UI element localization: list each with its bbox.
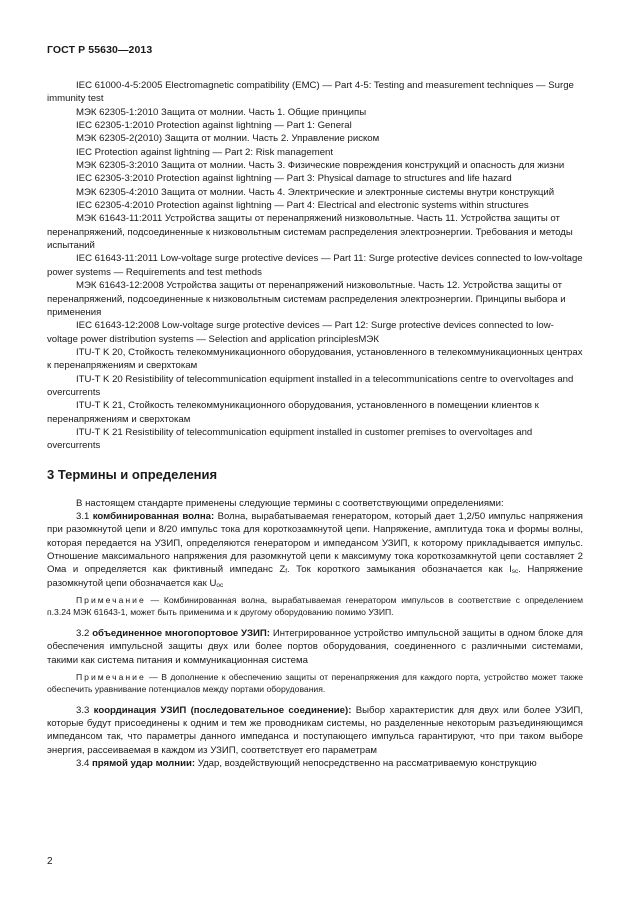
term-name: комбинированная волна:: [92, 510, 215, 522]
term-definition: Волна, вырабатываемая генератором, который дает 1,2/50 импульс напряжения при разомкнутой цепи и 8/20 импульс тока для короткозамкнутой цепи. Напряжение, амплитуда тока и формы волны, которая передается на УЗИП, определяются генератором и импедансом УЗИП, к которому прикладывается импульс. Отношение максимального напряжения для разомкнутой цепи к максимуму тока короткозамкнутой цепи составляет 2 Ома и определяется как фиктивный импеданс Z: [47, 510, 583, 576]
reference-item: ITU-T K 21, Стойкость телекоммуникационного оборудования, установленного в помещении клиентов к перенапряжениям и сверхтокам: [47, 400, 539, 425]
reference-item: IEC 61000-4-5:2005 Electromagnetic compatibility (EMC) — Part 4-5: Testing and measurement techniques — Surge immunity test: [47, 80, 574, 105]
reference-list: [47, 79, 583, 453]
note-text: — В дополнение к обеспечению защиты от перенапряжения для каждого порта, устройство может также обеспечить уравнивание потенциалов между портами оборудования.: [47, 671, 583, 695]
subscript: sc: [511, 568, 519, 576]
reference-item: МЭК 62305-2(2010) Защита от молнии. Часть 2. Управление риском: [76, 133, 380, 145]
reference-item: МЭК 61643-11:2011 Устройства защиты от перенапряжений низковольтные. Часть 11. Устройства защиты от перенапряжений, подсоединенные к низковольтным системам распределения электроэнергии. Требования и методы испытаний: [47, 213, 573, 252]
term-definition: Удар, воздействующий непосредственно на рассматриваемую конструкцию: [195, 758, 537, 770]
reference-item: IEC 62305-4:2010 Protection against lightning — Part 4: Electrical and electronic systems within structures: [76, 200, 529, 212]
term-number: 3.4: [76, 758, 93, 770]
reference-item: IEC 62305-1:2010 Protection against lightning — Part 1: General: [76, 120, 352, 132]
reference-item: IEC Protection against lightning — Part 2: Risk management: [76, 146, 334, 158]
term-number: 3.3: [76, 704, 94, 716]
note-label: Примечание: [76, 595, 146, 606]
note-label: Примечание: [76, 671, 146, 682]
term-name: объединенное многопортовое УЗИП:: [92, 627, 270, 639]
document-body: [47, 79, 583, 770]
document-header: ГОСТ Р 55630—2013: [47, 44, 153, 56]
term-definition-cont: . Напряжение разомкнутой цепи обозначается как U: [47, 564, 583, 589]
reference-item: ITU-T K 21 Resistibility of telecommunication equipment installed in customer premises to overvoltages and overcurrents: [47, 426, 533, 452]
reference-item: ITU-T K 20 Resistibility of telecommunication equipment installed in a telecommunications centre to overvoltages and overcurrents: [47, 373, 574, 398]
term-definition: Интегрированное устройство импульсной защиты в одном блоке для обеспечения импульсной защиты двух или более портов оборудования, соединенного с различными системами, такими как система питания и коммуникационная система: [47, 627, 583, 666]
term-number: 3.1: [76, 510, 93, 522]
term-name: прямой удар молнии:: [92, 758, 196, 770]
reference-item: ITU-T K 20, Стойкость телекоммуникационного оборудования, установленного в телекоммуникационных центрах к перенапряжениям и сверхтокам: [47, 346, 583, 372]
term-3-3: [47, 704, 583, 757]
section-title: 3 Термины и определения: [47, 466, 218, 482]
section-intro: В настоящем стандарте применены следующие термины с соответствующими определениями:: [76, 497, 504, 509]
subscript: f: [285, 568, 288, 576]
reference-item: IEC 61643-11:2011 Low-voltage surge protective devices — Part 11: Surge protective devices connected to low-voltage power systems — Requirements and test methods: [47, 253, 583, 278]
reference-item: МЭК 62305-3:2010 Защита от молнии. Часть 3. Физические повреждения конструкций и опасность для жизни: [76, 160, 565, 172]
reference-item: МЭК 61643-12:2008 Устройства защиты от перенапряжений низковольтные. Часть 12. Устройства защиты от перенапряжений, подсоединенные к низковольтным системам распределения электроэнергии. Принципы выбора и применения: [47, 280, 566, 318]
term-name: координация УЗИП (последовательное соединение):: [93, 704, 352, 716]
term-definition: Выбор характеристик для двух или более УЗИП, которые будут присоединены к одним и тем же проводникам системы, но разделенные некоторым разъединяющимся импедансом так, что параметры данного импеданса и поступающего импульса гарантируют, что при таком выборе энергия, рассеиваемая в каждом из УЗИП, соответствует его параметрам: [47, 704, 583, 756]
term-definition-cont: . Ток короткого замыкания обозначается как I: [287, 564, 512, 576]
page-number: 2: [47, 856, 53, 867]
term-3-2: [47, 627, 583, 667]
note-text: — Комбинированная волна, вырабатываемая генератором импульсов в соответствие с определением п.3.24 МЭК 61643-1, может быть применима и к другому оборудованию помимо УЗИП.: [47, 595, 583, 618]
term-3-1: [47, 510, 583, 590]
note-1: [47, 594, 583, 619]
term-number: 3.2: [76, 627, 93, 639]
subscript: oc: [216, 581, 224, 589]
reference-item: IEC 61643-12:2008 Low-voltage surge protective devices — Part 12: Surge protective devices connected to low-voltage power distribution systems — Selection and application principlesМЭК: [47, 320, 554, 345]
reference-item: МЭК 62305-1:2010 Защита от молнии. Часть 1. Общие принципы: [76, 106, 367, 118]
term-3-4: [47, 757, 583, 770]
reference-item: IEC 62305-3:2010 Protection against lightning — Part 3: Physical damage to structures and life hazard: [76, 173, 512, 185]
reference-item: МЭК 62305-4:2010 Защита от молнии. Часть 4. Электрические и электронные системы внутри конструкций: [76, 186, 555, 198]
note-2: [47, 671, 583, 696]
